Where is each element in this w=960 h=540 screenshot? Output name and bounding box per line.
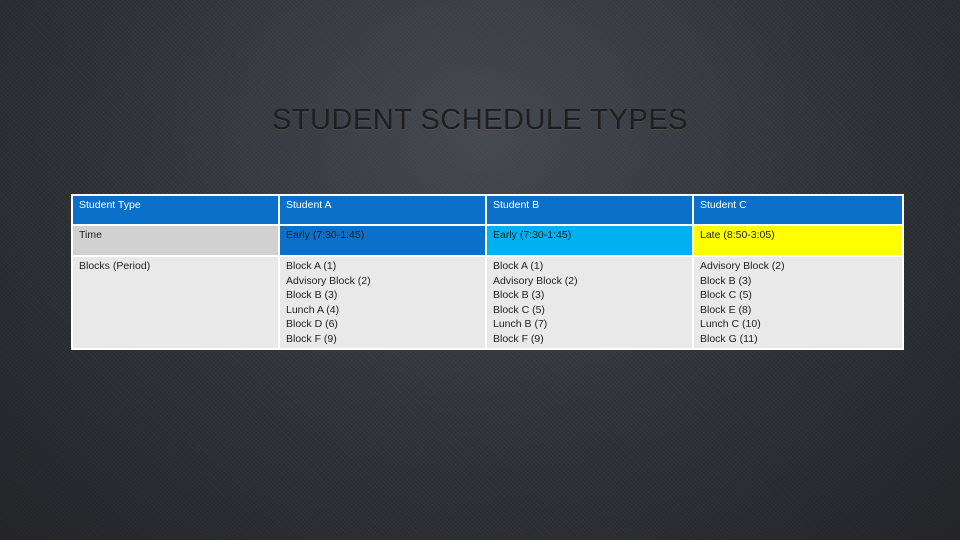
table-header-row — [72, 195, 903, 225]
block-item: Advisory Block (2) — [286, 274, 371, 287]
block-item: Block B (3) — [700, 274, 752, 287]
table-row-time — [72, 225, 903, 256]
block-item: Block E (8) — [700, 303, 752, 316]
time-label: Time — [72, 225, 279, 256]
blocks-student-c — [693, 256, 903, 349]
header-student-b: Student B — [486, 195, 693, 225]
time-student-a: Early (7:30-1:45) — [279, 225, 486, 256]
block-item: Block A (1) — [493, 260, 544, 272]
block-item: Block F (9) — [286, 332, 337, 345]
block-item: Lunch B (7) — [493, 318, 548, 330]
block-item: Advisory Block (2) — [700, 260, 785, 272]
block-item: Block D (6) — [286, 318, 338, 330]
block-item: Advisory Block (2) — [493, 274, 578, 287]
block-item: Block C (5) — [700, 289, 752, 301]
blocks-student-a — [279, 256, 486, 349]
blocks-student-b — [486, 256, 693, 349]
block-item: Lunch C (10) — [700, 318, 761, 330]
header-student-a: Student A — [279, 195, 486, 225]
table-row-blocks — [72, 256, 903, 349]
header-student-c: Student C — [693, 195, 903, 225]
block-item: Block F (9) — [493, 332, 544, 345]
block-item: Block A (1) — [286, 260, 337, 272]
time-student-b: Early (7:30-1:45) — [486, 225, 693, 256]
block-item: Block B (3) — [493, 289, 545, 301]
blocks-label: Blocks (Period) — [72, 256, 279, 349]
header-student-type: Student Type — [72, 195, 279, 225]
block-item: Lunch A (4) — [286, 303, 340, 316]
slide-title: STUDENT SCHEDULE TYPES — [271, 104, 689, 136]
block-item: Block C (5) — [493, 303, 545, 316]
time-student-c: Late (8:50-3:05) — [693, 225, 903, 256]
block-item: Block G (11) — [700, 332, 758, 345]
block-item: Block B (3) — [286, 289, 338, 301]
schedule-table — [71, 194, 904, 350]
